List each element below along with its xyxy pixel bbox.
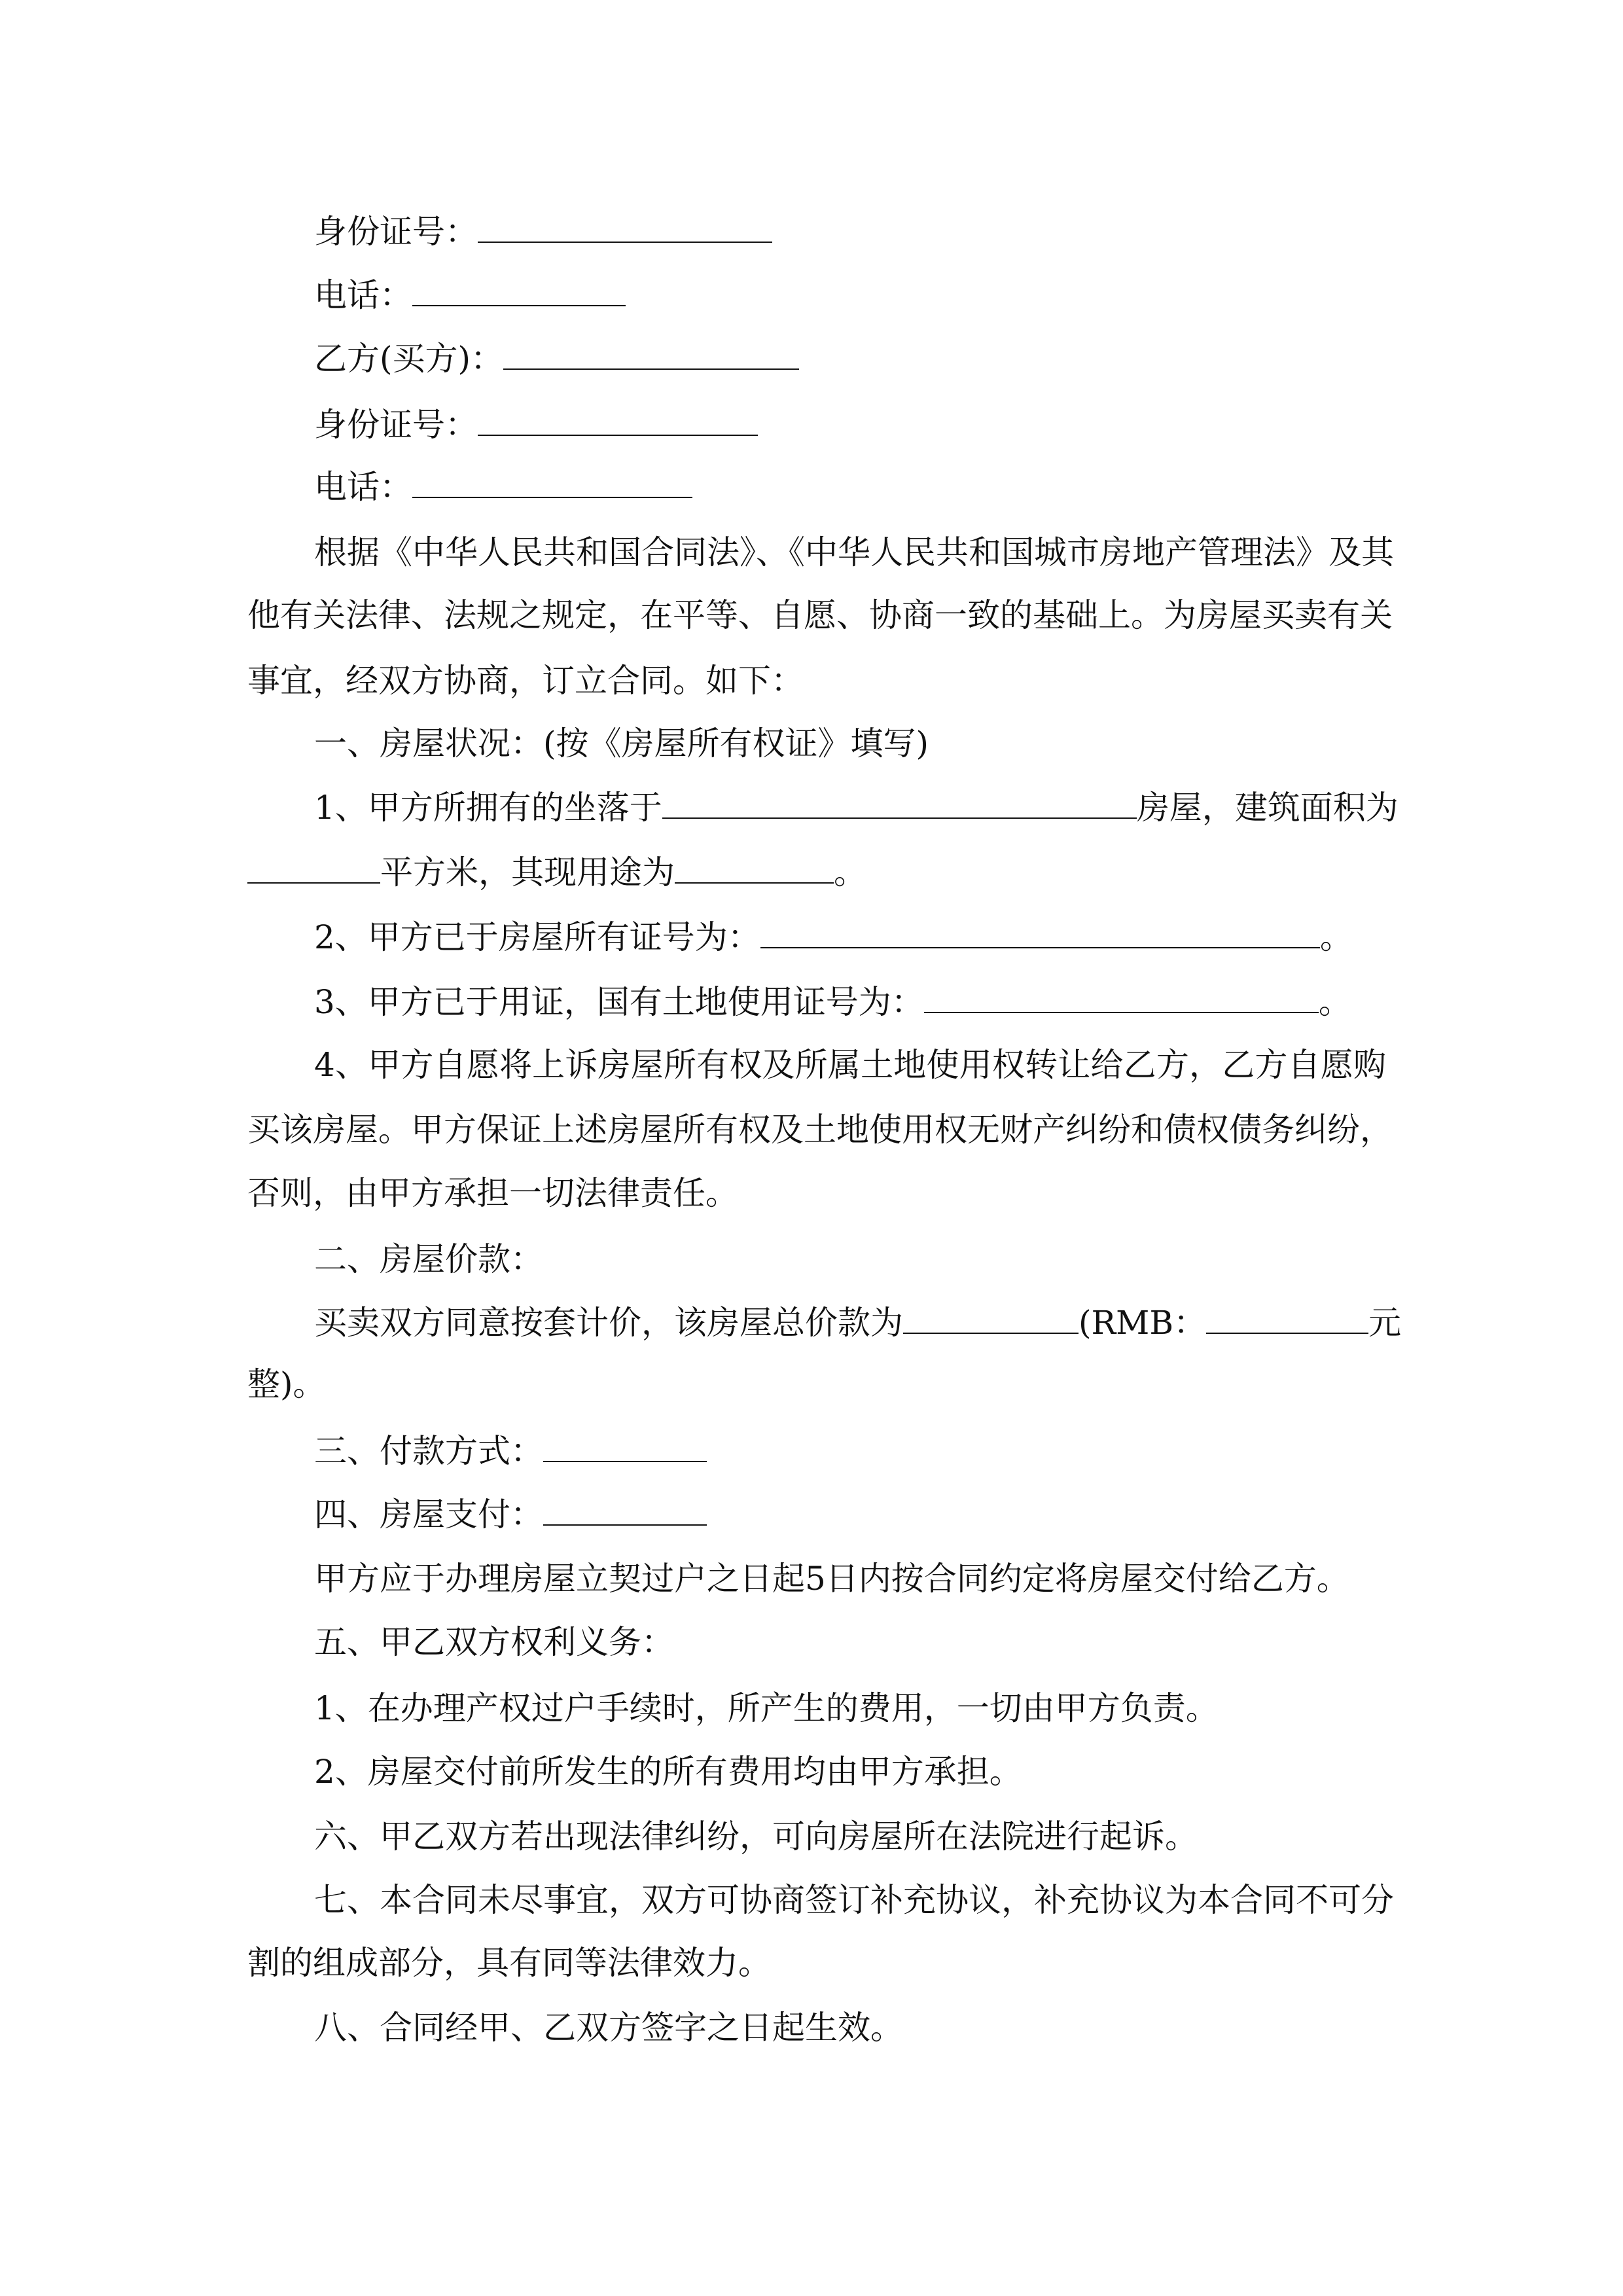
preamble-line: 事宜，经双方协商，订立合同。如下： [247,662,804,700]
section-5-title: 五、甲乙双方权利义务： [314,1623,674,1661]
seller-phone-blank[interactable] [412,275,626,306]
clause-1-2 [314,917,1353,956]
clause-1-4: 否则，由甲方承担一切法律责任。 [247,1174,738,1212]
seller-phone-line [314,275,626,314]
clause-1-4: 4、甲方自愿将上诉房屋所有权及所属土地使用权转让给乙方，乙方自愿购 [314,1046,1386,1084]
location-blank[interactable] [662,787,1137,819]
price-blank[interactable] [903,1302,1079,1334]
text: 1、甲方所拥有的坐落于 [314,789,662,827]
clause-5-1: 1、在办理产权过户手续时，所产生的费用，一切由甲方负责。 [314,1689,1219,1727]
clause-1-1-cont [247,852,866,891]
buyer-id-line [314,404,758,444]
section-2-title: 二、房屋价款： [314,1240,543,1278]
text: 平方米，其现用途为 [380,853,675,891]
area-blank[interactable] [247,852,380,884]
text: 。 [834,853,866,891]
text: 3、甲方已于用证，国有土地使用证号为： [314,983,924,1021]
label: 电话： [314,468,412,506]
text: 四、房屋支付： [314,1496,543,1534]
land-cert-blank[interactable] [924,982,1319,1013]
section-8: 八、合同经甲、乙双方签字之日起生效。 [314,2009,903,2047]
section-7: 割的组成部分，具有同等法律效力。 [247,1944,771,1982]
text: 三、付款方式： [314,1432,543,1470]
price-line [314,1302,1402,1342]
text: 房屋，建筑面积为 [1136,789,1399,827]
label: 电话： [314,276,412,314]
ownership-cert-blank[interactable] [760,917,1320,948]
text: 。 [1318,983,1351,1021]
buyer-phone-line [314,467,692,506]
delivery-blank[interactable] [543,1494,707,1526]
payment-method-blank[interactable] [543,1431,707,1462]
clause-5-2: 2、房屋交付前所发生的所有费用均由甲方承担。 [314,1753,1022,1791]
buyer-line [314,338,799,378]
label: 身份证号： [314,213,478,251]
buyer-phone-blank[interactable] [412,467,692,498]
clause-1-1 [314,787,1399,827]
seller-id-line [314,211,772,251]
rmb-blank[interactable] [1206,1302,1368,1334]
text: 。 [1319,918,1353,956]
preamble-line: 他有关法律、法规之规定，在平等、自愿、协商一致的基础上。为房屋买卖有关 [247,596,1393,634]
clause-1-4: 买该房屋。甲方保证上述房屋所有权及土地使用权无财产纠纷和债权债务纠纷， [247,1111,1393,1149]
section-4-title [314,1494,707,1534]
section-3-title [314,1431,707,1470]
label: 身份证号： [314,406,478,444]
seller-id-blank[interactable] [478,211,772,243]
section-7: 七、本合同未尽事宜，双方可协商签订补充协议，补充协议为本合同不可分 [314,1881,1394,1919]
section-4-text: 甲方应于办理房屋立契过户之日起5日内按合同约定将房屋交付给乙方。 [314,1560,1349,1598]
text: 2、甲方已于房屋所有证号为： [314,918,760,956]
text: 元 [1368,1304,1402,1342]
usage-blank[interactable] [675,852,834,884]
label: 乙方(买方)： [314,340,504,378]
text: (RMB： [1079,1304,1207,1342]
clause-1-3 [314,982,1351,1021]
buyer-id-blank[interactable] [478,404,758,436]
section-6: 六、甲乙双方若出现法律纠纷，可向房屋所在法院进行起诉。 [314,1818,1198,1856]
section-1-title: 一、房屋状况：(按《房屋所有权证》填写) [314,725,929,762]
preamble-line: 根据《中华人民共和国合同法》、《中华人民共和国城市房地产管理法》及其 [314,533,1394,571]
text: 买卖双方同意按套计价，该房屋总价款为 [314,1304,903,1342]
buyer-name-blank[interactable] [503,338,799,370]
price-line-cont: 整)。 [247,1365,326,1403]
